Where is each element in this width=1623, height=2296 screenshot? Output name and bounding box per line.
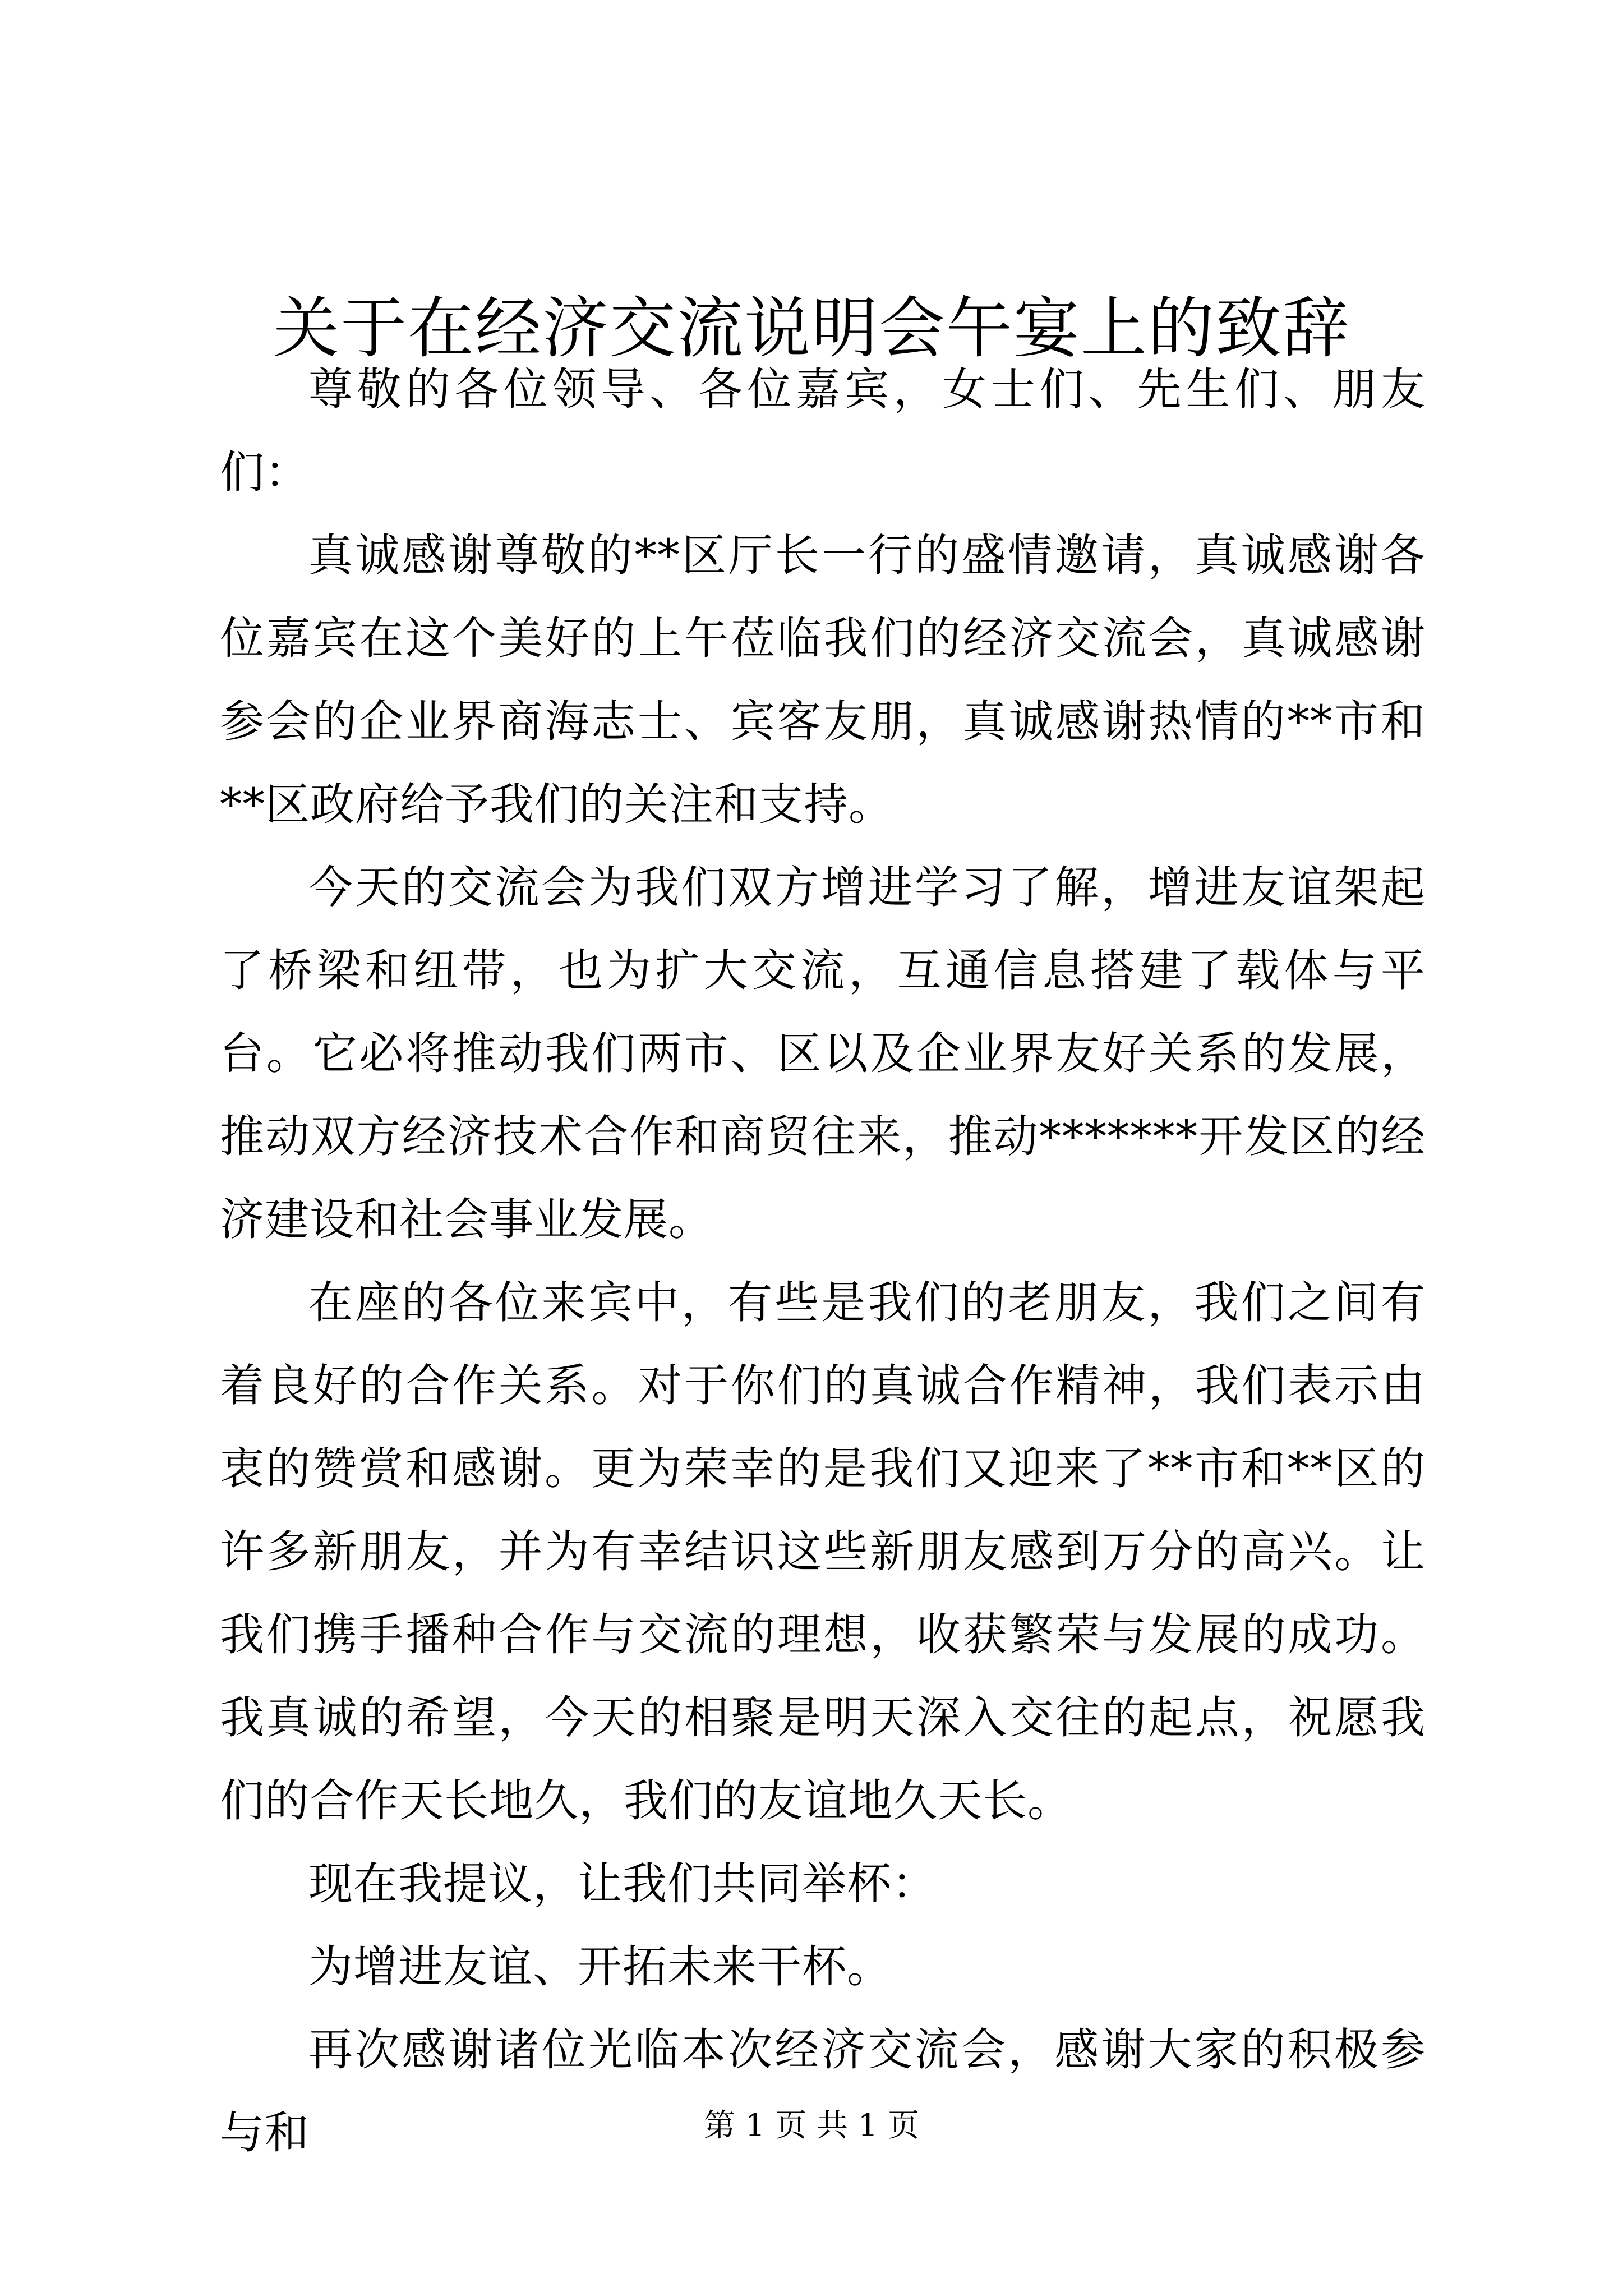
closing-paragraph: 再次感谢诸位光临本次经济交流会，感谢大家的积极参与和 bbox=[220, 2024, 1426, 2159]
document-title: 关于在经济交流说明会午宴上的致辞 bbox=[273, 289, 1350, 367]
thanks-paragraph: 真诚感谢尊敬的**区厅长一行的盛情邀请，真诚感谢各位嘉宾在这个美好的上午莅临我们的经济交流会，真诚感谢参会的企业界商海志士、宾客友朋，真诚感谢热情的**市和**区政府给予我们的关注和支持。 bbox=[220, 530, 1426, 830]
guests-paragraph: 在座的各位来宾中，有些是我们的老朋友，我们之间有着良好的合作关系。对于你们的真诚合作精神，我们表示由衷的赞赏和感谢。更为荣幸的是我们又迎来了**市和**区的许多新朋友，并为有幸结识这些新朋友感到万分的高兴。让我们携手播种合作与交流的理想，收获繁荣与发展的成功。我真诚的希望，今天的相聚是明天深入交往的起点，祝愿我们的合作天长地久，我们的友谊地久天长。 bbox=[220, 1277, 1426, 1826]
toast-proposal-paragraph: 现在我提议，让我们共同举杯： bbox=[308, 1858, 937, 1910]
document-body bbox=[220, 348, 1426, 2174]
salutation-paragraph: 尊敬的各位领导、各位嘉宾，女士们、先生们、朋友们： bbox=[220, 364, 1426, 498]
page-number-footer: 第 1 页 共 1 页 bbox=[703, 2108, 920, 2144]
toast-paragraph: 为增进友谊、开拓未来干杯。 bbox=[308, 1941, 892, 1993]
exchange-meeting-paragraph: 今天的交流会为我们双方增进学习了解，增进友谊架起了桥梁和纽带，也为扩大交流，互通信息搭建了载体与平台。它必将推动我们两市、区以及企业界友好关系的发展，推动双方经济技术合作和商贸往来，推动*******开发区的经济建设和社会事业发展。 bbox=[220, 862, 1426, 1245]
